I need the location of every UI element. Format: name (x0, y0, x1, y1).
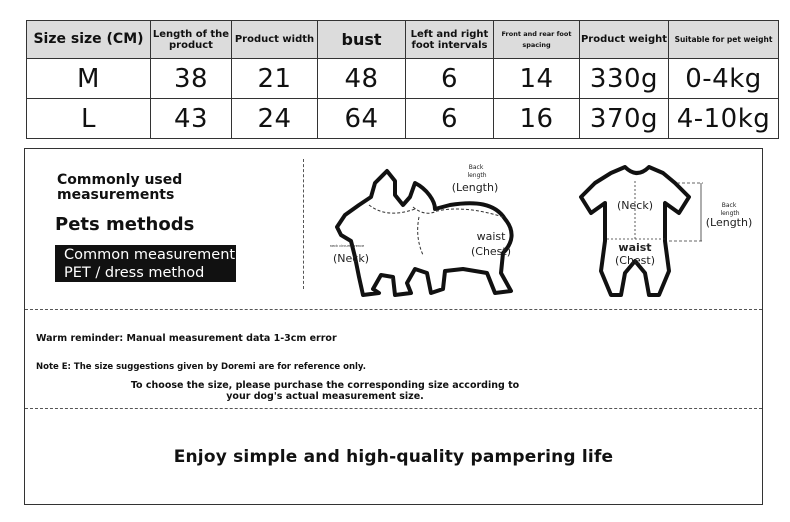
choose-size-text (105, 380, 545, 402)
cell-size: M (27, 59, 151, 99)
cell-width: 21 (232, 59, 318, 99)
cell-bust: 64 (318, 99, 406, 139)
header-bust: bust (318, 21, 406, 59)
chest-line (418, 217, 423, 255)
cell-length: 43 (151, 99, 232, 139)
neck-line (369, 205, 415, 213)
header-foot-spacing: Front and rear foot spacing (494, 21, 580, 59)
dog-chest-label: (Chest) (470, 245, 512, 258)
divider-top (25, 309, 762, 310)
garment-length-label: (Length) (705, 216, 753, 229)
enjoy-slogan: Enjoy simple and high-quality pampering life (173, 447, 614, 467)
cell-bust: 48 (318, 59, 406, 99)
dog-neck-small: neck circumference (329, 244, 365, 248)
cell-pet-weight: 4-10kg (669, 99, 779, 139)
header-width: Product width (232, 21, 318, 59)
dog-back-length-small (467, 164, 486, 179)
cell-width: 24 (232, 99, 318, 139)
header-product-weight: Product weight (580, 21, 669, 59)
garment-back-length-small (720, 202, 739, 217)
garment-chest-label: (Chest) (614, 254, 656, 267)
vertical-divider (303, 159, 304, 289)
table-row (27, 59, 779, 99)
dog-length-label: (Length) (451, 181, 499, 194)
method-line-1: Common measurement (64, 247, 236, 263)
size-table (26, 20, 779, 139)
dog-back-length-small-l1: Back (468, 164, 484, 171)
header-size: Size size (CM) (27, 21, 151, 59)
garment-back-length-small-l1: Back (721, 202, 737, 209)
cell-foot-spacing: 16 (494, 99, 580, 139)
cell-pet-weight: 0-4kg (669, 59, 779, 99)
cell-product-weight: 370g (580, 99, 669, 139)
cell-foot-spacing: 14 (494, 59, 580, 99)
garment-back-length-small-l2: length (720, 210, 740, 217)
cell-product-weight: 330g (580, 59, 669, 99)
measurement-guide-panel (24, 148, 763, 505)
cell-size: L (27, 99, 151, 139)
garment-waist-label: waist (618, 241, 652, 254)
method-line-2: PET / dress method (64, 265, 205, 281)
table-header-row (27, 21, 779, 59)
garment-neck-label: (Neck) (617, 199, 653, 212)
cell-length: 38 (151, 59, 232, 99)
choose-line-1: To choose the size, please purchase the corresponding size according to (130, 380, 520, 391)
dog-waist-label: waist (476, 230, 506, 243)
choose-line-2: your dog's actual measurement size. (226, 391, 424, 402)
cell-foot-intervals: 6 (406, 99, 494, 139)
divider-bottom (25, 408, 762, 409)
cell-foot-intervals: 6 (406, 59, 494, 99)
dog-back-length-small-l2: length (467, 172, 487, 179)
header-length: Length of the product (151, 21, 232, 59)
header-foot-intervals: Left and right foot intervals (406, 21, 494, 59)
header-pet-weight: Suitable for pet weight (669, 21, 779, 59)
dog-neck-label: (Neck) (333, 252, 369, 265)
dog-illustration (315, 157, 535, 302)
pets-methods-heading: Pets methods (55, 214, 195, 235)
common-used-heading: Commonly used measurements (57, 172, 183, 203)
note-text: Note E: The size suggestions given by Doremi are for reference only. (36, 362, 366, 372)
warm-reminder-text: Warm reminder: Manual measurement data 1-3cm error (36, 333, 337, 344)
garment-illustration (565, 157, 765, 302)
table-row (27, 99, 779, 139)
method-label-box (55, 245, 236, 282)
